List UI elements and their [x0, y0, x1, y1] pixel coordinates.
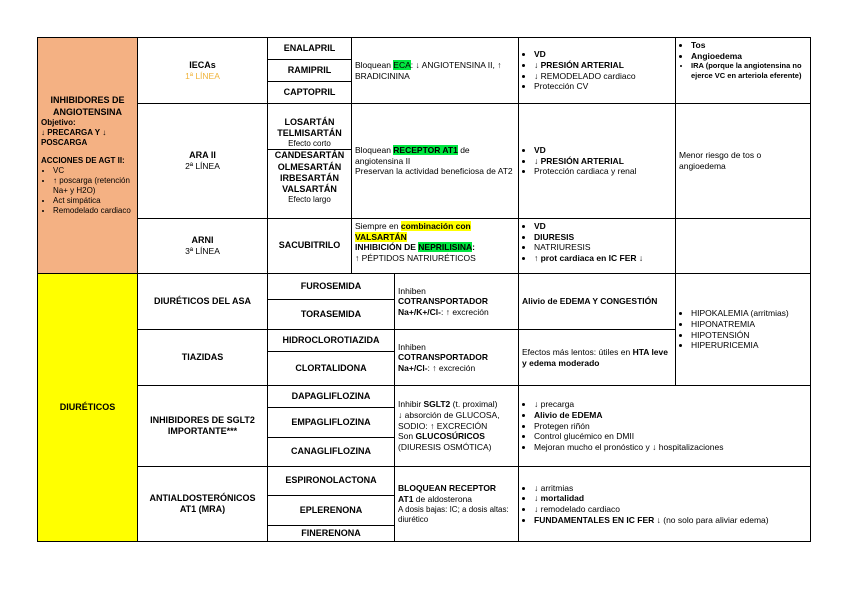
diur-header-cell: DIURÉTICOS: [37, 273, 138, 542]
arni-effects: [518, 218, 676, 274]
ara-adverse: Menor riesgo de tos o angioedema: [675, 103, 811, 219]
sglt2-mechanism: Inhibir SGLT2 (t. proximal) ↓ absorción de GLUCOSA, SODIO: ↑ EXCRECIÓN Son GLUCOSÚRICOS (DIURESIS OSMÓTICA): [394, 385, 519, 467]
list-item: • ↓ mortalidad: [534, 493, 769, 504]
drug-empagliflozina: EMPAGLIFLOZINA: [267, 407, 395, 438]
list-item: • HIPERURICEMIA: [691, 340, 789, 351]
list-item: • ↓ remodelado cardiaco: [534, 504, 769, 515]
iecas-name: IECAs: [189, 59, 216, 70]
short-effect-label: Efecto corto: [268, 139, 351, 150]
list-item: • ↓ PRESIÓN ARTERIAL: [534, 156, 637, 167]
list-item: • Alivio de EDEMA: [534, 410, 723, 421]
list-item: • IRA (porque la angiotensina no ejerce VC en arteriola eferente): [691, 61, 807, 80]
loop-mechanism: Inhiben COTRANSPORTADOR Na+/K+/Cl-: ↑ excreción: [394, 273, 519, 330]
ara-class-cell: [137, 103, 268, 219]
neprilisina-highlight: NEPRILISINA: [418, 242, 473, 253]
drug-enalapril: ENALAPRIL: [267, 37, 352, 60]
thiaz-mechanism: Inhiben COTRANSPORTADOR Na+/Cl-: ↑ excreción: [394, 329, 519, 386]
list-item: • ↓ arritmias: [534, 483, 769, 494]
sglt2-class-cell: [137, 385, 268, 467]
list-item: • Protección cardiaca y renal: [534, 166, 637, 177]
list-item: • VD: [534, 221, 672, 232]
list-item: • Protegen riñón: [534, 421, 723, 432]
drug-candesartan: CANDESARTÁN: [274, 150, 345, 161]
list-item: • DIURESIS: [534, 232, 672, 243]
valsartan-highlight: combinación con VALSARTÁN: [355, 221, 471, 242]
iecas-adverse: [675, 37, 811, 104]
actions-list: [41, 166, 134, 216]
list-item: • VD: [534, 145, 637, 156]
sglt2-effects: [518, 385, 811, 467]
loop-class-cell: DIURÉTICOS DEL ASA: [137, 273, 268, 330]
iecas-line: 1ª LÍNEA: [185, 70, 220, 81]
raas-title: INHIBIDORES DE ANGIOTENSINA: [50, 95, 125, 117]
ara-effects: [518, 103, 676, 219]
drug-losartan: LOSARTÁN: [284, 116, 335, 127]
ara-mech-extra: Preservan la actividad beneficiosa de AT2: [355, 166, 513, 177]
eca-highlight: ECA: [393, 59, 411, 70]
sglt2-importance: IMPORTANTE***: [167, 426, 238, 436]
mra-mechanism: BLOQUEAN RECEPTOR AT1 de aldosterona A dosis bajas: IC; a dosis altas: diurético: [394, 466, 519, 542]
objective-label: Objetivo:: [41, 117, 76, 127]
mra-subname: AT1 (MRA): [179, 504, 226, 514]
list-item: • Act simpática: [53, 196, 134, 206]
list-item: • NATRIURESIS: [534, 242, 672, 253]
list-item: • Angioedema: [691, 51, 807, 62]
drug-table: [37, 37, 811, 542]
diur-adverse: [675, 273, 811, 386]
arni-adverse-empty: [675, 218, 811, 274]
ara-line: 2ª LÍNEA: [185, 161, 220, 172]
mra-effects: [518, 466, 811, 542]
list-item: • FUNDAMENTALES EN IC FER ↓ (no solo para aliviar edema): [534, 515, 769, 526]
drug-sacubitrilo: SACUBITRILO: [267, 218, 352, 274]
drug-furosemida: FUROSEMIDA: [267, 273, 395, 300]
list-item: • VC: [53, 166, 134, 176]
ara-name: ARA II: [189, 150, 216, 161]
raas-header-cell: [37, 37, 138, 274]
drug-hidroclorotiazida: HIDROCLOROTIAZIDA: [267, 329, 395, 352]
ara-drugs-cell: [267, 103, 352, 219]
iecas-mechanism: Bloquean ECA: ↓ ANGIOTENSINA II, ↑ BRADICININA: [351, 37, 519, 104]
list-item: • HIPONATREMIA: [691, 319, 789, 330]
list-item: • HIPOKALEMIA (arritmias): [691, 308, 789, 319]
drug-espironolactona: ESPIRONOLACTONA: [267, 466, 395, 496]
iecas-effects: [518, 37, 676, 104]
list-item: • Protección CV: [534, 81, 636, 92]
arni-name: ARNI: [191, 235, 214, 246]
drug-torasemida: TORASEMIDA: [267, 299, 395, 330]
list-item: • ↓ PRESIÓN ARTERIAL: [534, 60, 636, 71]
list-item: • ↓ precarga: [534, 399, 723, 410]
actions-label: ACCIONES DE AGT II:: [41, 155, 125, 165]
list-item: • ↓ REMODELADO cardiaco: [534, 71, 636, 82]
receptor-at1-highlight: RECEPTOR AT1: [393, 145, 458, 156]
drug-irbesartan: IRBESARTÁN: [279, 172, 339, 183]
drug-captopril: CAPTOPRIL: [267, 81, 352, 104]
drug-finerenona: FINERENONA: [267, 525, 395, 542]
list-item: • Tos: [691, 40, 807, 51]
arni-class-cell: [137, 218, 268, 274]
list-item: • Control glucémico en DMII: [534, 431, 723, 442]
drug-olmesartan: OLMESARTÁN: [277, 161, 342, 172]
list-item: • ↑ prot cardiaca en IC FER ↓: [534, 253, 672, 264]
drug-telmisartan: TELMISARTÁN: [277, 128, 342, 138]
list-item: • ↑ poscarga (retención Na+ y H2O): [53, 176, 134, 196]
list-item: • VD: [534, 49, 636, 60]
list-item: • Remodelado cardiaco: [53, 206, 134, 216]
arni-line: 3ª LÍNEA: [185, 246, 220, 257]
mra-name: ANTIALDOSTERÓNICOS: [149, 492, 256, 503]
objective-text: ↓ PRECARGA Y ↓ POSCARGA: [41, 127, 107, 147]
drug-valsartan: VALSARTÁN: [282, 184, 337, 194]
drug-dapagliflozina: DAPAGLIFLOZINA: [267, 385, 395, 408]
thiaz-class-cell: TIAZIDAS: [137, 329, 268, 386]
loop-effect: Alivio de EDEMA Y CONGESTIÓN: [518, 273, 676, 330]
iecas-class-cell: [137, 37, 268, 104]
drug-ramipril: RAMIPRIL: [267, 59, 352, 82]
thiaz-effect: Efectos más lentos: útiles en HTA leve y edema moderado: [518, 329, 676, 386]
mra-class-cell: [137, 466, 268, 542]
drug-clortalidona: CLORTALIDONA: [267, 351, 395, 386]
ara-mechanism: Bloquean RECEPTOR AT1 de angiotensina II Preservan la actividad beneficiosa de AT2: [351, 103, 519, 219]
long-effect-label: Efecto largo: [288, 195, 331, 205]
drug-canagliflozina: CANAGLIFLOZINA: [267, 437, 395, 467]
list-item: • HIPOTENSIÓN: [691, 330, 789, 341]
arni-mechanism: Siempre en combinación con VALSARTÁN INHIBICIÓN DE NEPRILISINA: ↑ PÉPTIDOS NATRIURÉTICOS: [351, 218, 519, 274]
arni-mech-post: ↑ PÉPTIDOS NATRIURÉTICOS: [355, 252, 476, 263]
list-item: • Mejoran mucho el pronóstico y ↓ hospitalizaciones: [534, 442, 723, 453]
sglt2-name: INHIBIDORES DE SGLT2: [150, 414, 255, 425]
drug-eplerenona: EPLERENONA: [267, 495, 395, 526]
